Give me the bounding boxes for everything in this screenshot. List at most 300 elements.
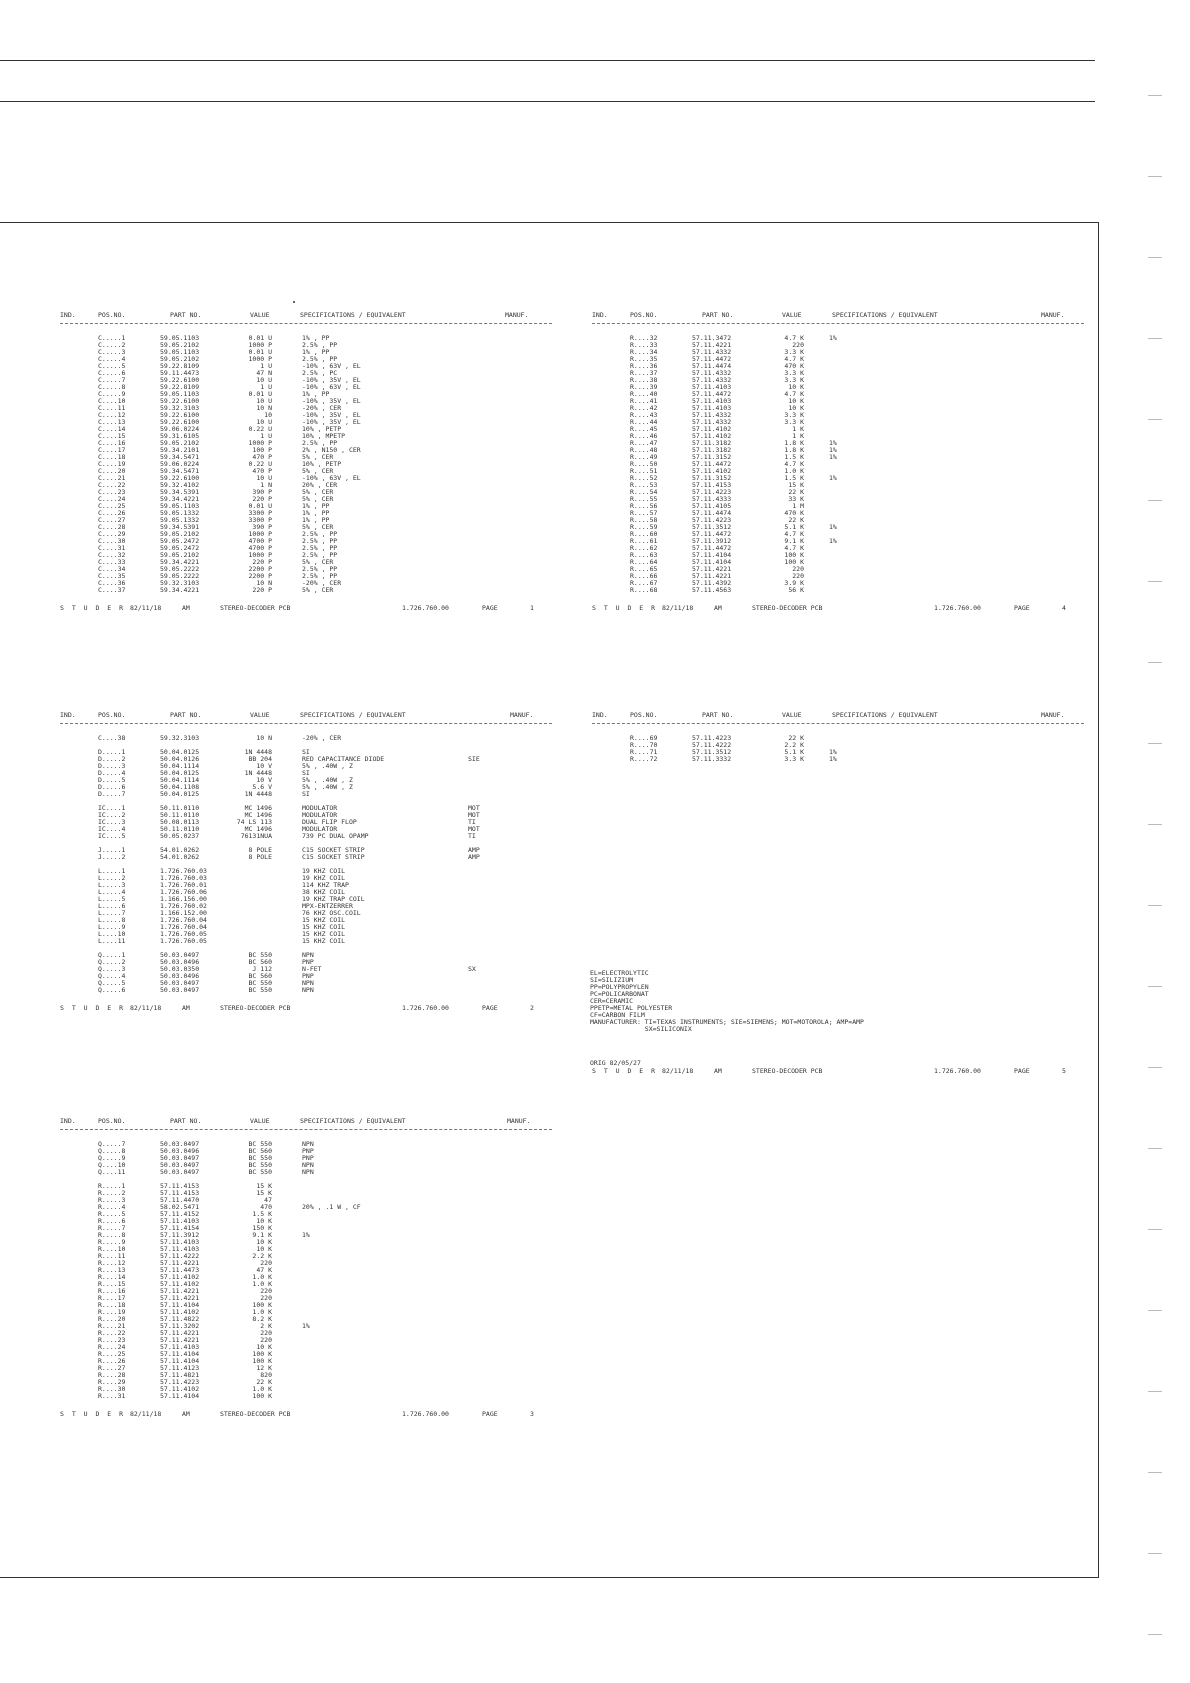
- footer-page-label: PAGE: [482, 1004, 498, 1012]
- part-no: 57.11.4123: [160, 1364, 200, 1372]
- part-no: 59.06.0224: [160, 460, 200, 468]
- pos-no: J.....2: [98, 853, 126, 861]
- part-no: 57.11.4104: [692, 551, 732, 559]
- part-no: 59.32.3103: [160, 579, 200, 587]
- pos-no: R....36: [630, 362, 658, 370]
- part-no: 57.11.4153: [160, 1189, 200, 1197]
- footer-date: 82/11/18: [130, 604, 162, 612]
- header-divider: [60, 1129, 552, 1130]
- pos-no: C....29: [98, 530, 126, 538]
- col-pos-header: POS.NO.: [98, 1117, 126, 1125]
- pos-no: R....60: [630, 530, 658, 538]
- pos-no: R....16: [98, 1287, 126, 1295]
- pos-no: R....10: [98, 1245, 126, 1253]
- part-value: 1.5 K: [252, 1210, 272, 1218]
- pos-no: IC....4: [98, 825, 126, 833]
- part-spec: NPN: [302, 979, 314, 987]
- pos-no: L.....8: [98, 916, 126, 924]
- part-row: [60, 1169, 552, 1176]
- part-value: 470: [260, 1203, 272, 1211]
- pos-no: C....15: [98, 432, 126, 440]
- part-spec: 1%: [302, 1322, 310, 1330]
- part-row: [592, 503, 1084, 510]
- part-spec: 1%: [829, 537, 837, 545]
- pos-no: R....45: [630, 425, 658, 433]
- pos-no: C....26: [98, 509, 126, 517]
- legend-line: CER=CERAMIC: [590, 997, 634, 1005]
- pos-no: R....50: [630, 460, 658, 468]
- pos-no: R.....1: [98, 1182, 126, 1190]
- pos-no: D.....7: [98, 790, 126, 798]
- footer-page-number: 3: [530, 1410, 534, 1418]
- footer-brand: S T U D E R: [592, 1067, 658, 1075]
- footer-page-number: 1: [530, 604, 534, 612]
- part-value: 220: [260, 1294, 272, 1302]
- col-value-header: VALUE: [250, 711, 270, 719]
- pos-no: R....42: [630, 404, 658, 412]
- part-row: [592, 531, 1084, 538]
- part-value: 390 P: [252, 523, 272, 531]
- part-spec: -10% , 63V , EL: [302, 383, 361, 391]
- part-spec: 1%: [829, 523, 837, 531]
- part-no: 57.11.3182: [692, 439, 732, 447]
- col-ind-header: IND.: [60, 311, 76, 319]
- footer-am: AM: [182, 1410, 190, 1418]
- part-no: 57.11.4103: [160, 1343, 200, 1351]
- part-value: 0.22 U: [248, 425, 272, 433]
- pos-no: C....12: [98, 411, 126, 419]
- part-spec: -10% , 35V , EL: [302, 376, 361, 384]
- part-value: 9.1 K: [252, 1231, 272, 1239]
- pos-no: C....16: [98, 439, 126, 447]
- part-value: 4.7 K: [784, 390, 804, 398]
- part-manuf: TI: [468, 818, 476, 826]
- col-pos-header: POS.NO.: [98, 711, 126, 719]
- part-spec: 2.5% , PP: [302, 355, 338, 363]
- part-row: [592, 440, 1084, 447]
- col-manuf-header: MANUF.: [1041, 311, 1065, 319]
- part-value: BC 560: [248, 1147, 272, 1155]
- part-value: 10 U: [256, 474, 272, 482]
- part-value: 10 K: [788, 383, 804, 391]
- part-no: 57.11.4103: [692, 397, 732, 405]
- part-spec: 19 KHZ COIL: [302, 874, 346, 882]
- part-no: 57.11.4332: [692, 376, 732, 384]
- part-row: [592, 391, 1084, 398]
- part-no: 1.726.760.04: [160, 923, 207, 931]
- pos-no: Q.....4: [98, 972, 126, 980]
- pos-no: R....61: [630, 537, 658, 545]
- pos-no: R....11: [98, 1252, 126, 1260]
- part-no: 59.34.5471: [160, 467, 200, 475]
- margin-tick: [1148, 1148, 1162, 1149]
- pos-no: IC....1: [98, 804, 126, 812]
- part-row: [60, 1281, 552, 1288]
- footer-page-label: PAGE: [1014, 1067, 1030, 1075]
- pos-no: R....28: [98, 1371, 126, 1379]
- part-value: 1.8 K: [784, 439, 804, 447]
- part-value: 22 K: [788, 516, 804, 524]
- part-row: [60, 1372, 552, 1379]
- pos-no: R.....5: [98, 1210, 126, 1218]
- part-value: 470 K: [784, 362, 804, 370]
- footer-doc-number: 1.726.760.00: [402, 1004, 449, 1012]
- part-row: [592, 538, 1084, 545]
- pos-no: C....28: [98, 523, 126, 531]
- part-no: 1.726.760.04: [160, 916, 207, 924]
- pos-no: R....40: [630, 390, 658, 398]
- header-divider: [592, 723, 1084, 724]
- part-spec: 1%: [829, 446, 837, 454]
- part-no: 59.05.2222: [160, 572, 200, 580]
- part-value: 5.1 K: [784, 523, 804, 531]
- part-spec: 76 KHZ OSC.COIL: [302, 909, 361, 917]
- part-value: 220: [792, 565, 804, 573]
- pos-no: R....52: [630, 474, 658, 482]
- part-no: 57.11.4472: [692, 544, 732, 552]
- pos-no: R....19: [98, 1308, 126, 1316]
- part-no: 50.11.0110: [160, 825, 200, 833]
- part-no: 57.11.4333: [692, 495, 732, 503]
- part-value: BC 550: [248, 1154, 272, 1162]
- top-rule-1: [0, 60, 1095, 61]
- margin-tick: [1148, 338, 1162, 339]
- part-value: 8.2 K: [252, 1315, 272, 1323]
- footer-page-number: 4: [1062, 604, 1066, 612]
- margin-tick: [1148, 176, 1162, 177]
- col-ind-header: IND.: [60, 1117, 76, 1125]
- pos-no: R.....2: [98, 1189, 126, 1197]
- part-row: [592, 433, 1084, 440]
- part-no: 57.11.4221: [692, 572, 732, 580]
- part-value: 10 U: [256, 397, 272, 405]
- footer-page-label: PAGE: [482, 604, 498, 612]
- margin-tick: [1148, 419, 1162, 420]
- part-no: 50.03.0497: [160, 951, 200, 959]
- margin-tick: [1148, 95, 1162, 96]
- part-no: 57.11.3472: [692, 334, 732, 342]
- part-value: 1.0 K: [252, 1308, 272, 1316]
- ink-speck: [293, 301, 295, 303]
- part-no: 59.05.2472: [160, 544, 200, 552]
- part-manuf: AMP: [468, 853, 480, 861]
- part-value: 47 K: [256, 1266, 272, 1274]
- part-no: 59.22.8109: [160, 362, 200, 370]
- pos-no: C....36: [98, 579, 126, 587]
- part-no: 57.11.4221: [160, 1294, 200, 1302]
- part-value: 4.7 K: [784, 334, 804, 342]
- pos-no: C.....2: [98, 341, 126, 349]
- part-no: 57.11.4472: [692, 530, 732, 538]
- pos-no: R.....7: [98, 1224, 126, 1232]
- part-no: 57.11.4221: [160, 1259, 200, 1267]
- part-value: 76131NUA: [240, 832, 272, 840]
- part-no: 50.04.0125: [160, 748, 200, 756]
- part-spec: 1%: [829, 755, 837, 763]
- part-value: 100 K: [784, 558, 804, 566]
- pos-no: C....17: [98, 446, 126, 454]
- footer-page-number: 2: [530, 1004, 534, 1012]
- pos-no: C.....3: [98, 348, 126, 356]
- part-spec: PNP: [302, 1147, 314, 1155]
- footer-date: 82/11/18: [130, 1004, 162, 1012]
- part-value: 1 U: [260, 432, 272, 440]
- part-no: 59.22.8109: [160, 383, 200, 391]
- part-row: [60, 1379, 552, 1386]
- part-value: 47: [264, 1196, 272, 1204]
- footer-am: AM: [182, 604, 190, 612]
- part-value: 3.3 K: [784, 376, 804, 384]
- part-value: 10 U: [256, 418, 272, 426]
- pos-no: J.....1: [98, 846, 126, 854]
- footer-page-label: PAGE: [482, 1410, 498, 1418]
- page-footer: [60, 604, 552, 613]
- part-value: BC 560: [248, 958, 272, 966]
- pos-no: L.....5: [98, 895, 126, 903]
- part-spec: NPN: [302, 1161, 314, 1169]
- part-no: 57.11.4102: [692, 467, 732, 475]
- part-no: 59.32.3103: [160, 734, 200, 742]
- part-no: 59.34.2101: [160, 446, 200, 454]
- part-no: 57.11.4104: [160, 1350, 200, 1358]
- part-value: MC 1496: [244, 825, 272, 833]
- part-spec: -10% , 35V , EL: [302, 418, 361, 426]
- part-no: 59.31.6105: [160, 432, 200, 440]
- pos-no: C....10: [98, 397, 126, 405]
- col-value-header: VALUE: [782, 711, 802, 719]
- pos-no: C....19: [98, 460, 126, 468]
- part-spec: 2.5% , PP: [302, 544, 338, 552]
- part-no: 57.11.4332: [692, 418, 732, 426]
- part-no: 57.11.3152: [692, 453, 732, 461]
- col-spec-header: SPECIFICATIONS / EQUIVALENT: [832, 311, 938, 319]
- part-value: 100 K: [252, 1357, 272, 1365]
- pos-no: Q.....3: [98, 965, 126, 973]
- part-row: [592, 405, 1084, 412]
- pos-no: C.....1: [98, 334, 126, 342]
- pos-no: R....24: [98, 1343, 126, 1351]
- part-value: BB 204: [248, 755, 272, 763]
- part-no: 57.11.3912: [160, 1231, 200, 1239]
- part-row: [60, 1309, 552, 1316]
- part-value: 22 K: [256, 1378, 272, 1386]
- part-value: 22 K: [788, 734, 804, 742]
- part-value: 820: [260, 1371, 272, 1379]
- part-value: 1 U: [260, 362, 272, 370]
- part-no: 50.04.0125: [160, 790, 200, 798]
- part-no: 59.34.4221: [160, 586, 200, 594]
- part-value: 4.7 K: [784, 355, 804, 363]
- pos-no: R....70: [630, 741, 658, 749]
- pos-no: C....22: [98, 481, 126, 489]
- part-row: [592, 335, 1084, 342]
- part-no: 54.01.0262: [160, 846, 200, 854]
- part-no: 59.05.2102: [160, 341, 200, 349]
- part-no: 50.03.0497: [160, 1168, 200, 1176]
- part-value: 150 K: [252, 1224, 272, 1232]
- footer-title: STEREO-DECODER PCB: [220, 1004, 291, 1012]
- part-spec: 739 PC DUAL OPAMP: [302, 832, 369, 840]
- part-row: [60, 854, 552, 861]
- part-no: 57.11.4103: [692, 404, 732, 412]
- part-no: 59.34.5391: [160, 523, 200, 531]
- part-value: 3.3 K: [784, 418, 804, 426]
- pos-no: C....13: [98, 418, 126, 426]
- part-value: 2.2 K: [252, 1252, 272, 1260]
- part-spec: 20% , .1 W , CF: [302, 1203, 361, 1211]
- part-spec: 2.5% , PP: [302, 551, 338, 559]
- legend-line: PC=POLICARBONAT: [590, 990, 649, 998]
- part-value: 2 K: [260, 1322, 272, 1330]
- part-no: 59.05.2472: [160, 537, 200, 545]
- part-no: 1.166.152.00: [160, 909, 207, 917]
- part-no: 50.08.0113: [160, 818, 200, 826]
- footer-date: 82/11/18: [130, 1410, 162, 1418]
- pos-no: R....34: [630, 348, 658, 356]
- pos-no: R....23: [98, 1336, 126, 1344]
- part-no: 59.32.3103: [160, 404, 200, 412]
- part-no: 57.11.4105: [692, 502, 732, 510]
- part-spec: 1% , PP: [302, 516, 330, 524]
- part-value: BC 550: [248, 986, 272, 994]
- part-no: 57.11.4104: [160, 1301, 200, 1309]
- part-no: 50.04.1108: [160, 783, 200, 791]
- col-manuf-header: MANUF.: [510, 711, 534, 719]
- margin-tick: [1148, 905, 1162, 906]
- footer-doc-number: 1.726.760.00: [934, 604, 981, 612]
- pos-no: Q.....5: [98, 979, 126, 987]
- part-no: 54.01.0262: [160, 853, 200, 861]
- legend-line: SI=SILIZIUM: [590, 976, 634, 984]
- part-no: 57.11.4222: [692, 741, 732, 749]
- parts-block-page-5: [592, 711, 1084, 763]
- part-value: 0.01 U: [248, 502, 272, 510]
- column-header: [60, 711, 552, 720]
- part-value: 1000 P: [248, 439, 272, 447]
- part-spec: MODULATOR: [302, 811, 338, 819]
- margin-tick: [1148, 986, 1162, 987]
- part-value: MC 1496: [244, 804, 272, 812]
- col-part-header: PART NO.: [702, 711, 734, 719]
- part-row: [592, 384, 1084, 391]
- footer-doc-number: 1.726.760.00: [402, 604, 449, 612]
- part-value: 47 N: [256, 369, 272, 377]
- pos-no: Q.....7: [98, 1140, 126, 1148]
- part-no: 50.03.0496: [160, 958, 200, 966]
- footer-brand: S T U D E R: [60, 604, 126, 612]
- page-footer: [592, 1067, 1084, 1076]
- part-row: [592, 587, 1084, 594]
- part-no: 57.11.4103: [692, 383, 732, 391]
- pos-no: R....12: [98, 1259, 126, 1267]
- pos-no: R....14: [98, 1273, 126, 1281]
- part-row: [592, 370, 1084, 377]
- part-value: 4700 P: [248, 537, 272, 545]
- part-no: 1.726.760.03: [160, 867, 207, 875]
- part-value: 220: [260, 1259, 272, 1267]
- part-manuf: TI: [468, 832, 476, 840]
- part-value: 2200 P: [248, 572, 272, 580]
- part-row: [60, 1351, 552, 1358]
- part-value: 1 K: [792, 432, 804, 440]
- part-spec: 2.5% , PP: [302, 341, 338, 349]
- part-no: 57.11.4102: [160, 1308, 200, 1316]
- part-no: 50.04.0126: [160, 755, 200, 763]
- part-no: 57.11.4104: [160, 1392, 200, 1400]
- part-no: 59.05.1103: [160, 334, 200, 342]
- part-value: 1000 P: [248, 530, 272, 538]
- part-value: 10 V: [256, 776, 272, 784]
- column-header: [592, 311, 1084, 320]
- part-value: 10: [264, 411, 272, 419]
- col-part-header: PART NO.: [170, 1117, 202, 1125]
- pos-no: R....48: [630, 446, 658, 454]
- parts-block-page-4: [592, 311, 1084, 613]
- part-value: 4700 P: [248, 544, 272, 552]
- part-value: 100 K: [252, 1301, 272, 1309]
- part-spec: 114 KHZ TRAP: [302, 881, 349, 889]
- part-no: 57.11.4472: [692, 390, 732, 398]
- part-spec: 5% , CER: [302, 558, 334, 566]
- part-no: 50.03.0496: [160, 972, 200, 980]
- part-spec: 15 KHZ COIL: [302, 937, 346, 945]
- part-value: BC 550: [248, 951, 272, 959]
- part-value: 220: [792, 341, 804, 349]
- part-spec: 5% , .40W , Z: [302, 776, 353, 784]
- col-value-header: VALUE: [250, 1117, 270, 1125]
- pos-no: R....15: [98, 1280, 126, 1288]
- part-no: 57.11.4474: [692, 362, 732, 370]
- pos-no: C.....7: [98, 376, 126, 384]
- part-value: 8 POLE: [248, 846, 272, 854]
- part-no: 57.11.4472: [692, 460, 732, 468]
- part-value: 4.7 K: [784, 460, 804, 468]
- part-no: 57.11.4821: [160, 1371, 200, 1379]
- part-spec: 10% , MPETP: [302, 432, 346, 440]
- part-row: [592, 412, 1084, 419]
- pos-no: L.....3: [98, 881, 126, 889]
- pos-no: L.....7: [98, 909, 126, 917]
- part-spec: 1%: [829, 334, 837, 342]
- part-row: [60, 1239, 552, 1246]
- part-value: 0.01 U: [248, 348, 272, 356]
- pos-no: R....31: [98, 1392, 126, 1400]
- pos-no: C....30: [98, 537, 126, 545]
- column-header: [592, 711, 1084, 720]
- part-row: [592, 475, 1084, 482]
- pos-no: Q.....2: [98, 958, 126, 966]
- part-row: [592, 749, 1084, 756]
- part-value: 3.3 K: [784, 411, 804, 419]
- part-row: [592, 419, 1084, 426]
- pos-no: C....33: [98, 558, 126, 566]
- part-value: 2200 P: [248, 565, 272, 573]
- part-value: 8 POLE: [248, 853, 272, 861]
- part-value: 470 K: [784, 509, 804, 517]
- pos-no: L.....9: [98, 923, 126, 931]
- margin-tick: [1148, 1229, 1162, 1230]
- top-rule-2: [0, 101, 1095, 102]
- part-row: [60, 1204, 552, 1211]
- margin-tick: [1148, 824, 1162, 825]
- part-value: 33 K: [788, 495, 804, 503]
- part-value: 10 N: [256, 579, 272, 587]
- part-no: 57.11.4102: [160, 1280, 200, 1288]
- part-value: 10 K: [788, 404, 804, 412]
- part-no: 59.05.1103: [160, 502, 200, 510]
- pos-no: Q.....1: [98, 951, 126, 959]
- pos-no: C....34: [98, 565, 126, 573]
